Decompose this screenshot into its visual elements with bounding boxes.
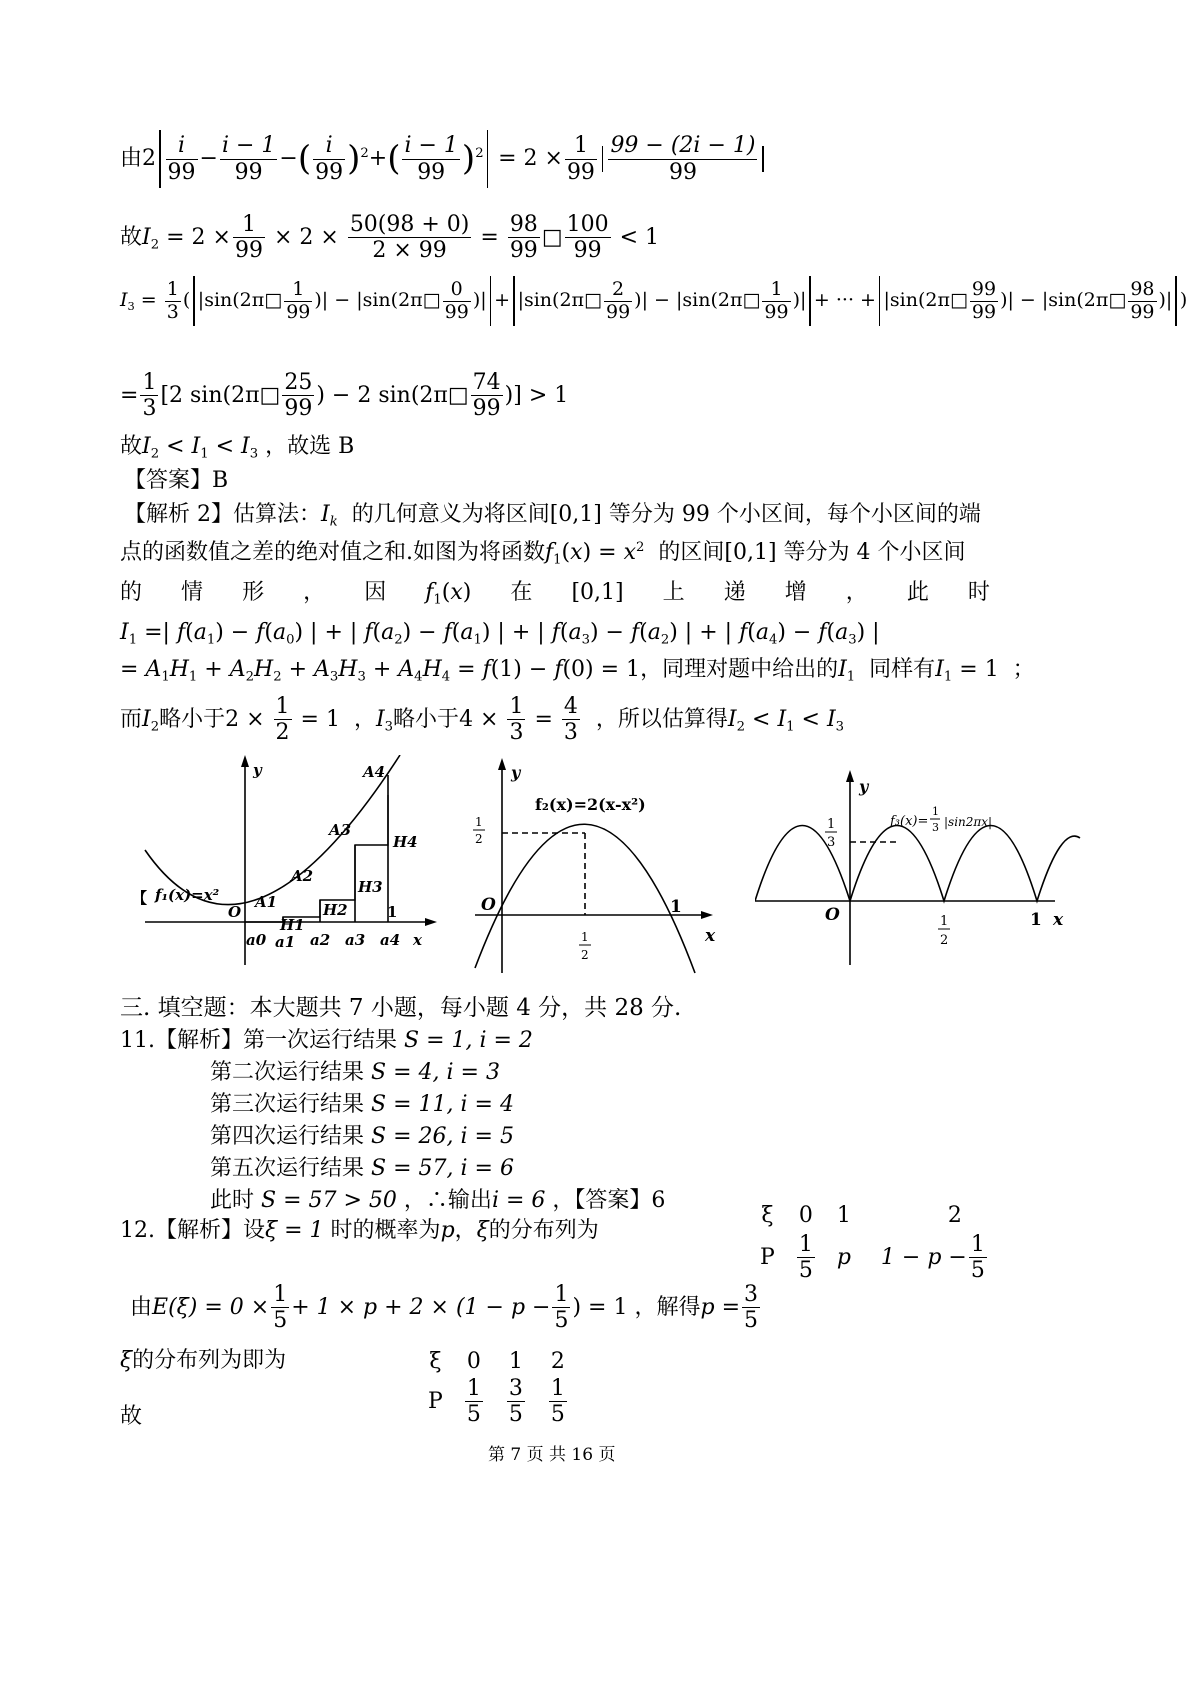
frac-den: 5 bbox=[550, 1402, 565, 1428]
label-x: x bbox=[1053, 910, 1064, 930]
cell-0: 0 bbox=[798, 1202, 813, 1228]
frac-three-fifths: $\frac{3}{5}$ bbox=[744, 1282, 759, 1334]
frac-den: 99 bbox=[1130, 300, 1155, 323]
sin-term: sin(2π bbox=[682, 289, 743, 311]
frac-den: 99 bbox=[286, 300, 311, 323]
q11-r5: S = 57, i = 6 bbox=[371, 1156, 514, 1181]
word: [0,1] bbox=[571, 580, 624, 605]
frac-third: $\frac{1}{3}$ bbox=[509, 694, 524, 746]
y-arrow bbox=[498, 758, 506, 770]
q11-line-2 bbox=[210, 1060, 500, 1085]
frac-num: 1 bbox=[970, 1232, 985, 1257]
frac-100-99 bbox=[565, 212, 611, 264]
label-f2: f₂(x)=2(x-x²) bbox=[535, 795, 646, 814]
frac-25 bbox=[282, 370, 314, 422]
frac-fifth: $\frac{1}{5}$ bbox=[554, 1282, 569, 1334]
eq-sign: = bbox=[120, 382, 139, 408]
frac-num: 74 bbox=[472, 370, 501, 395]
label-f3: f₃(x)= bbox=[890, 814, 929, 829]
answer-b: 【答案】B bbox=[124, 468, 229, 493]
label-y: y bbox=[253, 761, 262, 779]
label-O: O bbox=[228, 903, 242, 921]
q11-r2-label: 第二次运行结果 bbox=[210, 1060, 365, 1085]
label-A4: A4 bbox=[363, 763, 386, 781]
frac-den: 99 bbox=[234, 238, 263, 264]
label-xhalf-den: 2 bbox=[581, 948, 589, 962]
label-one: 1 bbox=[670, 897, 682, 917]
cell-P: P bbox=[760, 1245, 775, 1271]
q12-gu: 故 bbox=[120, 1404, 143, 1429]
frac-den: 3 bbox=[166, 300, 179, 323]
label-x: x bbox=[413, 931, 422, 949]
analysis2-line-6: 而$I_2$略小于2 × $\frac{1}{2}$ = 1 ，$I_3$略小于4 × $\frac{1}{3}$ = $\frac{4}{3}$ ，所以估算得$I_2 < I_1 < I_3$ bbox=[120, 694, 845, 746]
analysis2-line-4: $I_1$ =| $f(a_1) - f(a_0)$ | + | $f(a_2) - f(a_1)$ | + | $f(a_3) - f(a_2)$ | + | $f(a_4) - f(a_3)$ | bbox=[120, 620, 880, 648]
analysis2-line-3 bbox=[120, 580, 990, 608]
text-l1b: 的几何意义为将区间[0,1] 等分为 99 个小区间，每个小区间的端 bbox=[351, 502, 981, 527]
label-half-den: 2 bbox=[475, 832, 483, 846]
q11-r6b: S = 57 > 50 bbox=[261, 1188, 397, 1213]
formula-line-5: 故$I_2 < I_1 < I_3$ ，故选 B bbox=[120, 434, 355, 462]
frac-i-99-sq bbox=[313, 133, 345, 185]
frac-1-3 bbox=[140, 370, 158, 422]
label-one: 1 bbox=[1030, 910, 1042, 930]
frac-term bbox=[284, 279, 312, 324]
label-f3-den: 3 bbox=[932, 821, 939, 834]
cell-xi: ξ bbox=[429, 1348, 442, 1374]
q11-r2: S = 4, i = 3 bbox=[371, 1060, 500, 1085]
frac-i1-99 bbox=[220, 133, 277, 185]
label-a4: a4 bbox=[380, 931, 401, 949]
q12-xi-eq: ξ = 1 bbox=[265, 1218, 324, 1243]
frac-den: 5 bbox=[466, 1402, 481, 1428]
section-3-heading: 三. 填空题：本大题共 7 小题，每小题 4 分，共 28 分. bbox=[120, 995, 682, 1021]
frac-den: 99 bbox=[971, 300, 997, 323]
q12-head-b: 时的概率为 bbox=[330, 1218, 441, 1243]
frac-den: 99 bbox=[444, 300, 469, 323]
frac-num: 1 bbox=[233, 212, 265, 238]
frac-1-99 bbox=[565, 133, 597, 185]
q12-head-d: 的分布列为 bbox=[488, 1218, 599, 1243]
word: 因 bbox=[364, 580, 387, 605]
label-x: x bbox=[705, 926, 716, 946]
analysis2-line-5: = $A_1H_1 + A_2H_2 + A_3H_3 + A_4H_4 = f(1) - f(0) = 1$，同理对题中给出的$I_1$ 同样有$I_1 = 1$ ； bbox=[120, 657, 1035, 685]
frac-num: i bbox=[313, 133, 345, 159]
q12-expectation bbox=[130, 1282, 762, 1334]
word: ， bbox=[845, 580, 868, 605]
frac-num: 98 bbox=[509, 212, 538, 237]
frac-num: 1 bbox=[798, 1232, 813, 1257]
graph-f3 bbox=[755, 770, 1085, 970]
gt-one: )] > 1 bbox=[504, 382, 569, 408]
q12-comma: ， bbox=[454, 1218, 477, 1243]
text-gu: 故 bbox=[120, 434, 143, 459]
word: 上 bbox=[662, 580, 685, 605]
label-f3-tail: |sin2πx| bbox=[944, 815, 993, 829]
word: 时 bbox=[967, 580, 990, 605]
q11-r4: S = 26, i = 5 bbox=[371, 1124, 514, 1149]
q11-line-3 bbox=[210, 1092, 514, 1117]
frac-num: 50(98 + 0) bbox=[349, 212, 470, 237]
frac-num: 1 bbox=[565, 133, 597, 159]
formula-line-3: $I_3$ = $\frac{1}{3}$ ( |sin(2π□ $\frac{1}{99}$ )| − |sin(2π□ $\frac{0}{99}$ )| + |sin(2π□ $\frac{2}{99}$ )| − |sin(2π□ $\frac{1}{99}$ )| + ··· + |sin(2π□ $\frac{99}{99}$ )| − |sin(2π□ $\frac{98}{99}$ )| ) bbox=[120, 276, 1187, 326]
formula-line-2: 故$I_2 = 2$ × $\frac{1}{99}$ × 2 × $\frac{50(98 + 0)}{2 \times 99}$ = $\frac{98}{99}$ □ $\frac{100}{99}$ < 1 bbox=[120, 212, 660, 264]
frac-num: 0 bbox=[443, 279, 471, 302]
word: 递 bbox=[723, 580, 746, 605]
frac-den: 2 × 99 bbox=[372, 238, 447, 264]
frac-1-99 bbox=[233, 212, 265, 264]
cell-p2 bbox=[861, 1232, 999, 1284]
q12-dist-text bbox=[120, 1348, 286, 1373]
cell-2: 2 bbox=[947, 1202, 962, 1228]
frac-num: 1 bbox=[466, 1376, 481, 1401]
frac-num: 1 bbox=[550, 1376, 565, 1401]
label-H2: H2 bbox=[323, 901, 348, 919]
label-xhalf-num: 1 bbox=[940, 914, 949, 929]
label-H1: H1 bbox=[280, 916, 305, 934]
exp-you: 由 bbox=[130, 1294, 153, 1320]
exp-d: ) = 1 bbox=[572, 1294, 628, 1320]
word: 增 bbox=[784, 580, 807, 605]
frac-den: 99 bbox=[167, 159, 196, 185]
cell-expr: 1 − p − bbox=[880, 1244, 967, 1270]
exp-f: p = bbox=[700, 1294, 741, 1320]
page-footer: 第 7 页 共 16 页 bbox=[488, 1445, 616, 1465]
cell-p1 bbox=[495, 1376, 537, 1428]
frac-num: 1 bbox=[762, 279, 790, 302]
frac-1-3 bbox=[165, 279, 181, 324]
label-a0: a0 bbox=[246, 931, 267, 949]
label-half-num: 1 bbox=[475, 815, 483, 829]
q11-r4-label: 第四次运行结果 bbox=[210, 1124, 365, 1149]
cell-1: 1 bbox=[508, 1348, 523, 1374]
f1x: $f_1(x)$ bbox=[425, 580, 472, 608]
q12-p: p bbox=[440, 1218, 455, 1243]
cell-P: P bbox=[428, 1389, 443, 1415]
dist-text: 的分布列为即为 bbox=[132, 1348, 287, 1373]
cell-p: p bbox=[836, 1245, 851, 1271]
exp-c: + 1 × p + 2 × (1 − p − bbox=[291, 1294, 551, 1320]
frac-num: i − 1 bbox=[404, 133, 458, 159]
label-a3: a3 bbox=[345, 931, 366, 949]
label-xhalf-num: 1 bbox=[581, 930, 589, 944]
text-slightly: 略小于 bbox=[393, 706, 460, 732]
x-arrow bbox=[425, 918, 437, 926]
text-l2a: 点的函数值之差的绝对值之和.如图为将函数 bbox=[120, 540, 545, 565]
frac-den: 99 bbox=[764, 300, 789, 323]
lhs-times: = 2 × bbox=[166, 224, 231, 250]
label-O: O bbox=[825, 905, 840, 925]
graph-f1 bbox=[125, 755, 445, 970]
text-l2b: 的区间[0,1] 等分为 4 个小区间 bbox=[658, 540, 966, 565]
frac-den: 99 bbox=[573, 238, 602, 264]
word: 情 bbox=[181, 580, 204, 605]
sin-term: sin(2π bbox=[889, 289, 950, 311]
frac-den: 5 bbox=[798, 1258, 813, 1284]
choose-b: ，故选 B bbox=[265, 434, 355, 459]
sine-abs-curve bbox=[755, 826, 1080, 902]
cell-0: 0 bbox=[466, 1348, 481, 1374]
sin-term: sin(2π bbox=[523, 289, 585, 311]
frac-den: 99 bbox=[472, 396, 501, 422]
cell-p0 bbox=[785, 1232, 827, 1284]
frac-den: 5 bbox=[970, 1258, 985, 1284]
frac-four-thirds: $\frac{4}{3}$ bbox=[563, 694, 578, 746]
x-arrow bbox=[701, 911, 713, 919]
cell-p2 bbox=[537, 1376, 579, 1428]
word: 的 bbox=[120, 580, 143, 605]
frac-den: 99 bbox=[284, 396, 313, 422]
frac-term bbox=[762, 279, 790, 324]
word: 在 bbox=[510, 580, 533, 605]
frac-num: 98 bbox=[1130, 277, 1155, 300]
analysis2-line-1: 【解析 2】估算法：$I_k$ 的几何意义为将区间[0,1] 等分为 99 个小区间，每个小区间的端 bbox=[124, 502, 981, 530]
frac-den: 99 bbox=[566, 159, 595, 185]
frac-den: 99 bbox=[668, 159, 697, 185]
distribution-table-1 bbox=[750, 1198, 999, 1284]
frac-half: $\frac{1}{2}$ bbox=[275, 694, 290, 746]
text-er: 而 bbox=[120, 706, 143, 732]
distribution-table-2 bbox=[418, 1346, 579, 1428]
frac-term bbox=[443, 279, 471, 324]
frac-num: 1 bbox=[142, 370, 157, 395]
label-f3-num: 1 bbox=[932, 805, 939, 818]
frac-den: 99 bbox=[509, 238, 538, 264]
label-xhalf-den: 2 bbox=[940, 933, 949, 948]
frac-rhs bbox=[608, 133, 757, 185]
label-bracket: 【 bbox=[132, 889, 148, 907]
label-O: O bbox=[481, 895, 496, 915]
label-one: 1 bbox=[387, 903, 398, 921]
analysis2-line-2: 点的函数值之差的绝对值之和.如图为将函数$f_1(x) = x^2$ 的区间[0,1] 等分为 4 个小区间 bbox=[120, 540, 966, 568]
frac-num: 1 bbox=[284, 279, 312, 302]
q11-r3-label: 第三次运行结果 bbox=[210, 1092, 365, 1117]
q11-head: 11.【解析】第一次运行结果 bbox=[120, 1028, 397, 1053]
frac-den: 99 bbox=[417, 159, 446, 185]
sin-term: sin(2π bbox=[204, 289, 265, 311]
label-A2: A2 bbox=[291, 867, 314, 885]
word: 此 bbox=[906, 580, 929, 605]
word: 形 bbox=[242, 580, 265, 605]
label-A1: A1 bbox=[255, 893, 278, 911]
label-analysis2: 【解析 2】估算法： bbox=[124, 502, 321, 527]
text-you: 由 bbox=[120, 146, 143, 171]
frac-fifth: $\frac{1}{5}$ bbox=[273, 1282, 288, 1334]
sin-term: [2 sin(2π bbox=[160, 382, 260, 408]
frac-num: 1 bbox=[166, 277, 179, 300]
formula-line-1: 由2 $\frac{i}{99}$ − $\frac{i - 1}{99}$ −( $\frac{i}{99}$ )$^2$+( $\frac{i - 1}{99}$ )$^2$ = 2 × $\frac{1}{99}$ $\frac{99 - (2i - 1)}{99}$ bbox=[120, 130, 767, 188]
frac-num: 2 bbox=[604, 279, 632, 302]
lt-one: < 1 bbox=[619, 224, 660, 250]
text-estimate: ，所以估算得 bbox=[595, 706, 728, 732]
frac-term bbox=[604, 279, 632, 324]
label-third-num: 1 bbox=[827, 817, 836, 832]
q11-line-1 bbox=[120, 1028, 533, 1053]
q11-r3: S = 11, i = 4 bbox=[371, 1092, 514, 1117]
text-slightly: 略小于 bbox=[159, 706, 226, 732]
formula-line-4: = $\frac{1}{3}$ [2 sin(2π□ $\frac{25}{99}$ ) − 2 sin(2π□ $\frac{74}{99}$ )] > 1 bbox=[120, 370, 569, 422]
cell-1: 1 bbox=[836, 1202, 851, 1228]
q11-r6a: 此时 bbox=[210, 1188, 255, 1213]
frac-den: 5 bbox=[508, 1402, 523, 1428]
frac-num: i − 1 bbox=[221, 133, 276, 159]
times-two: 2 × bbox=[523, 146, 563, 171]
cell-p1 bbox=[827, 1232, 861, 1284]
sin-term: sin(2π bbox=[1048, 289, 1109, 311]
sin-term-2: ) − 2 sin(2π bbox=[316, 382, 448, 408]
q11-line-6 bbox=[210, 1188, 665, 1213]
q11-r5-label: 第五次运行结果 bbox=[210, 1156, 365, 1181]
text-gu: 故 bbox=[120, 224, 143, 250]
exp-b: E(ξ) = 0 × bbox=[152, 1294, 270, 1320]
frac-74 bbox=[471, 370, 503, 422]
ellipsis: + ··· + bbox=[813, 289, 876, 311]
y-arrow bbox=[846, 770, 854, 782]
q11-r6c: ，∴输出 bbox=[403, 1188, 492, 1213]
q11-r6e: ，【答案】6 bbox=[552, 1188, 666, 1213]
label-a1: a1 bbox=[275, 933, 296, 951]
label-y: y bbox=[859, 777, 869, 796]
q11-r6d: i = 6 bbox=[491, 1188, 546, 1213]
q11-line-4 bbox=[210, 1124, 514, 1149]
label-A3: A3 bbox=[329, 821, 352, 839]
cell-xi: ξ bbox=[761, 1202, 774, 1228]
graph-f2 bbox=[465, 758, 735, 978]
label-third-den: 3 bbox=[827, 835, 836, 850]
q12-xi: ξ bbox=[476, 1218, 489, 1243]
coef-two: 2 bbox=[142, 146, 157, 171]
frac-term bbox=[1128, 279, 1156, 324]
q11-line-5 bbox=[210, 1156, 514, 1181]
frac-i-99 bbox=[166, 133, 198, 185]
frac-num: 3 bbox=[508, 1376, 523, 1401]
frac-den: 99 bbox=[315, 159, 344, 185]
frac-num: 100 bbox=[566, 212, 609, 237]
frac-98-99 bbox=[508, 212, 540, 264]
q11-r1: S = 1, i = 2 bbox=[404, 1028, 533, 1053]
frac-num: 25 bbox=[284, 370, 313, 395]
label-a2: a2 bbox=[310, 931, 331, 949]
label-y: y bbox=[511, 763, 521, 782]
cell-p0 bbox=[453, 1376, 495, 1428]
frac-den: 99 bbox=[234, 159, 263, 185]
cell-2: 2 bbox=[550, 1348, 565, 1374]
xi-symbol: ξ bbox=[120, 1348, 133, 1373]
frac-num: i bbox=[166, 133, 198, 159]
frac-i1-99-sq bbox=[402, 133, 459, 185]
label-f1: f₁(x)=x² bbox=[155, 886, 220, 904]
y-arrow bbox=[241, 755, 249, 767]
frac-den: 3 bbox=[142, 396, 157, 422]
label-H4: H4 bbox=[393, 833, 418, 851]
frac-den: 99 bbox=[605, 300, 631, 323]
frac-num: 99 bbox=[971, 277, 997, 300]
text-l5b: ，同理对题中给出的 bbox=[640, 657, 839, 682]
sin-term: sin(2π bbox=[362, 289, 423, 311]
text-l5c: 同样有 bbox=[869, 657, 936, 682]
frac-num: 99 − (2i − 1) bbox=[610, 133, 756, 159]
frac-term bbox=[970, 279, 998, 324]
exp-e: ，解得 bbox=[634, 1294, 701, 1320]
frac-50 bbox=[348, 212, 472, 264]
label-H3: H3 bbox=[358, 878, 383, 896]
q12-line-1 bbox=[120, 1218, 599, 1243]
word: ， bbox=[303, 580, 326, 605]
q12-head: 12.【解析】设 bbox=[120, 1218, 265, 1243]
